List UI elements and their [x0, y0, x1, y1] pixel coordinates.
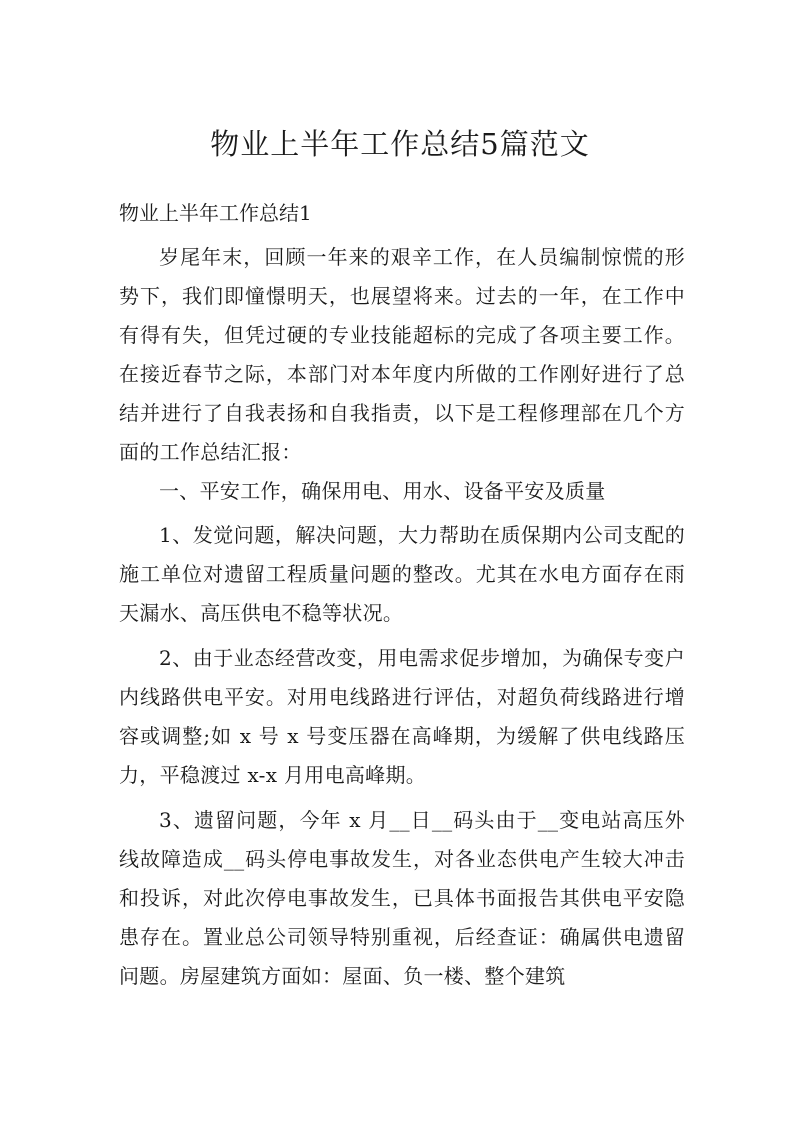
- paragraph-item-2: 2、由于业态经营改变，用电需求促步增加，为确保专变户内线路供电平安。对用电线路进行评估，对超负荷线路进行增容或调整;如 x 号 x 号变压器在高峰期，为缓解了供电线路压力，平稳渡过 x-x 月用电高峰期。: [119, 646, 685, 787]
- document-title: 物业上半年工作总结5篇范文: [210, 127, 590, 161]
- paragraph-heading-safety: 一、平安工作，确保用电、用水、设备平安及质量: [159, 479, 606, 503]
- paragraph-item-1: 1、发觉问题，解决问题，大力帮助在质保期内公司支配的施工单位对遗留工程质量问题的整改。尤其在水电方面存在雨天漏水、高压供电不稳等状况。: [119, 523, 685, 625]
- paragraph-intro: 岁尾年末，回顾一年来的艰辛工作，在人员编制惊慌的形势下，我们即憧憬明天，也展望将来。过去的一年，在工作中有得有失，但凭过硬的专业技能超标的完成了各项主要工作。在接近春节之际，本部门对本年度内所做的工作刚好进行了总结并进行了自我表扬和自我指责，以下是工程修理部在几个方面的工作总结汇报：: [119, 245, 685, 464]
- section-subtitle: 物业上半年工作总结1: [119, 201, 312, 225]
- paragraph-item-3: 3、遗留问题，今年 x 月__日__码头由于__变电站高压外线故障造成__码头停电事故发生，对各业态供电产生较大冲击和投诉，对此次停电事故发生，已具体书面报告其供电平安隐患存在。置业总公司领导特别重视，后经查证：确属供电遗留问题。房屋建筑方面如：屋面、负一楼、整个建筑: [119, 808, 685, 988]
- document-body: [119, 238, 685, 996]
